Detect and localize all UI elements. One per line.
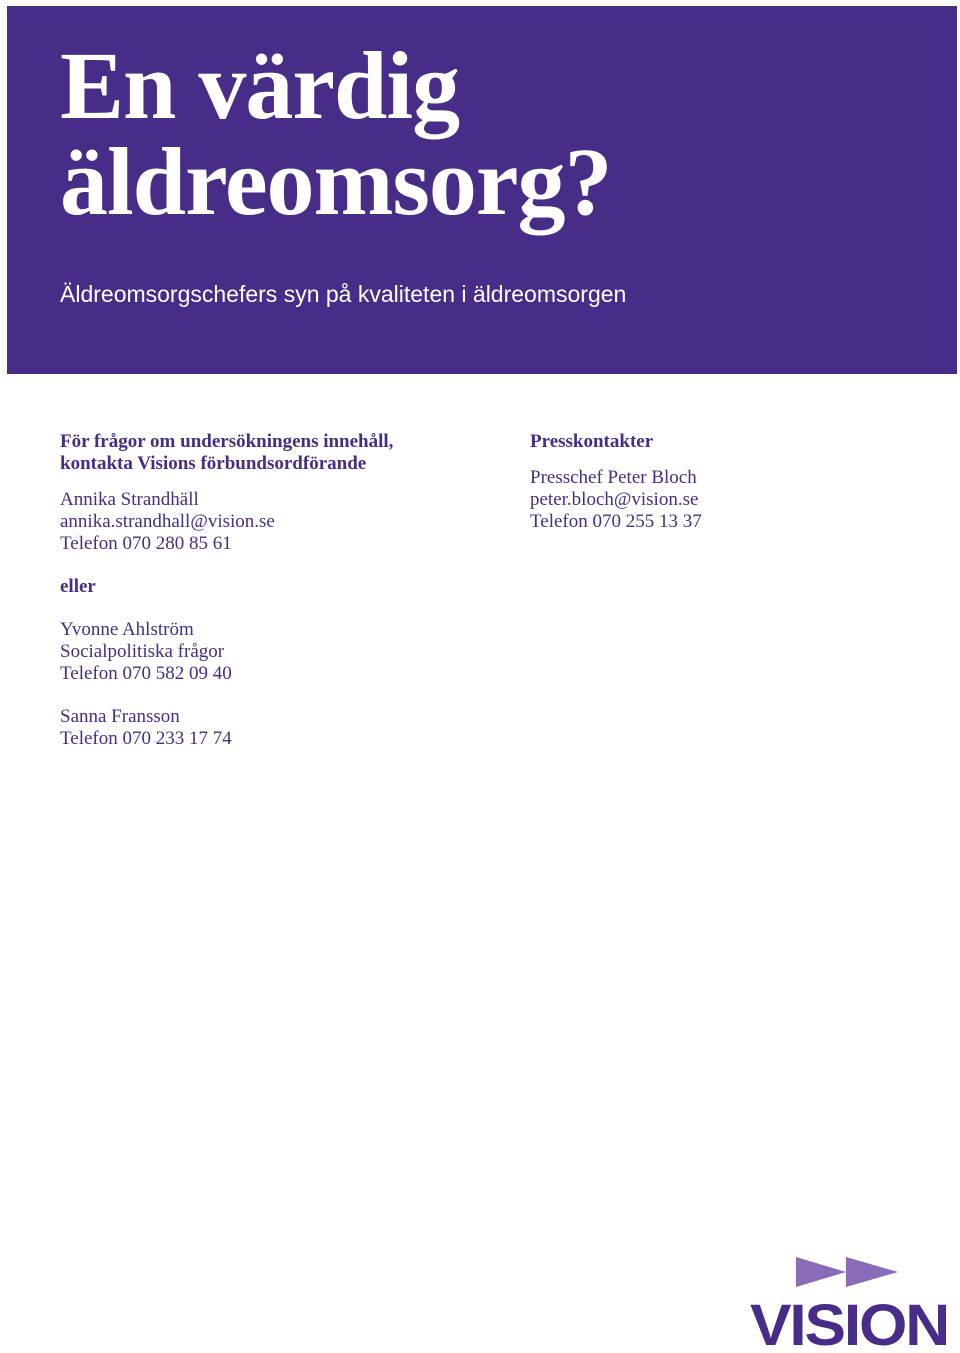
- contact-3-phone: Telefon 070 233 17 74: [60, 728, 232, 749]
- contacts-separator: eller: [60, 576, 96, 597]
- press-contact-phone: Telefon 070 255 13 37: [530, 511, 702, 532]
- contacts-heading-line-2: kontakta Visions förbundsordförande: [60, 453, 367, 474]
- contacts-heading-line-1: För frågor om undersökningens innehåll,: [60, 431, 394, 452]
- vision-logo-icon: [748, 1255, 952, 1349]
- page-subtitle: Äldreomsorgschefers syn på kvaliteten i äldreomsorgen: [60, 281, 627, 307]
- page-title: [60, 32, 612, 235]
- contact-2-role: Socialpolitiska frågor: [60, 641, 225, 662]
- press-heading: Presskontakter: [530, 431, 654, 452]
- title-line-2: äldreomsorg?: [60, 128, 612, 235]
- contact-1-name: Annika Strandhäll: [60, 489, 199, 510]
- contact-2-phone: Telefon 070 582 09 40: [60, 663, 232, 684]
- press-contact-name: Presschef Peter Bloch: [530, 467, 697, 488]
- contact-3-name: Sanna Fransson: [60, 706, 180, 727]
- logo-arrow-left-icon: [796, 1257, 846, 1287]
- logo-wordmark: VISION: [750, 1293, 948, 1349]
- contact-2-name: Yvonne Ahlström: [60, 619, 194, 640]
- logo-arrow-right-icon: [846, 1257, 898, 1287]
- title-line-1: En värdig: [60, 32, 460, 139]
- press-contact-email: peter.bloch@vision.se: [530, 489, 699, 510]
- contact-1-email: annika.strandhall@vision.se: [60, 511, 275, 532]
- press-contacts-column: [530, 431, 930, 533]
- contact-1-phone: Telefon 070 280 85 61: [60, 533, 232, 554]
- contacts-left-column: [60, 431, 500, 750]
